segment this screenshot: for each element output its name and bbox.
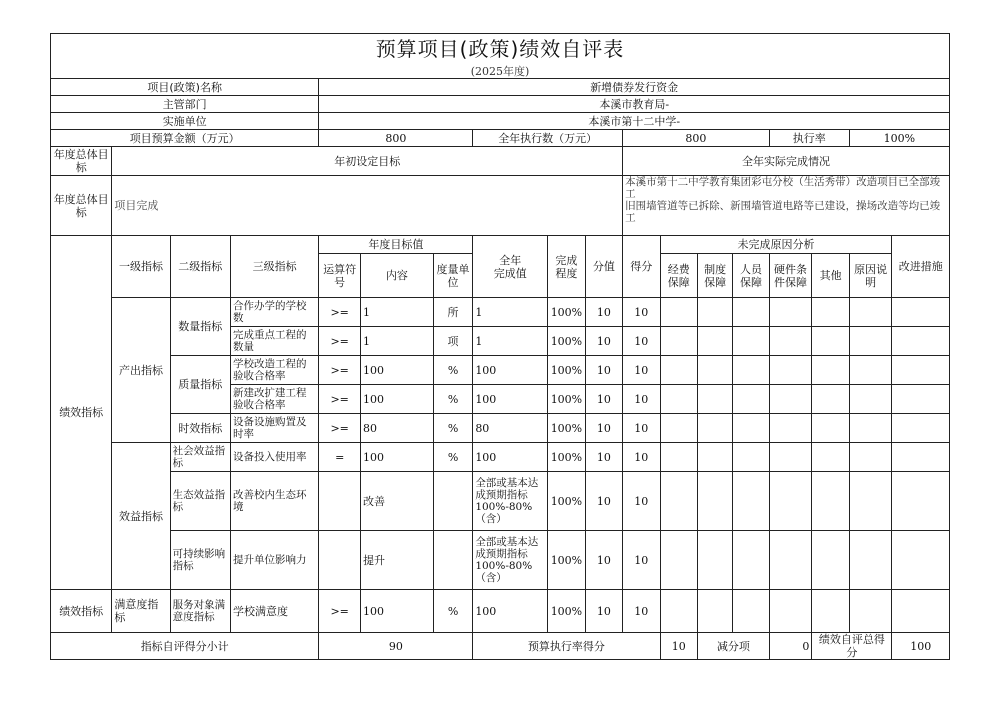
reasons-header: 未完成原因分析	[660, 236, 892, 254]
l2-header: 二级指标	[170, 236, 230, 298]
row-content: 100	[360, 590, 433, 633]
perf-indicator-label: 绩效指标	[51, 236, 112, 590]
exec-label: 全年执行数（万元）	[473, 130, 623, 147]
row-done: 100	[473, 385, 548, 414]
got-header: 得分	[623, 236, 660, 298]
row-unit: %	[433, 356, 473, 385]
row-l2: 质量指标	[170, 356, 230, 414]
row-done: 全部或基本达成预期指标100%-80%（含）	[473, 472, 548, 531]
row-got: 10	[623, 385, 660, 414]
row-degree: 100%	[548, 472, 585, 531]
l3-header: 三级指标	[230, 236, 318, 298]
overall-goal-label: 年度总体目标	[51, 147, 112, 176]
row-score: 10	[585, 356, 622, 385]
row-content: 100	[360, 443, 433, 472]
row-op: >=	[319, 590, 361, 633]
unit-value: 本溪市第十二中学-	[319, 113, 950, 130]
row-l2: 社会效益指标	[170, 443, 230, 472]
row-got: 10	[623, 356, 660, 385]
row-content: 100	[360, 356, 433, 385]
rate-value: 100%	[849, 130, 949, 147]
unit-header: 度量单位	[433, 254, 473, 298]
row-degree: 100%	[548, 531, 585, 590]
row-content: 80	[360, 414, 433, 443]
row-content: 改善	[360, 472, 433, 531]
done-header: 全年 完成值	[473, 236, 548, 298]
deduct-label: 减分项	[697, 633, 769, 660]
score-header: 分值	[585, 236, 622, 298]
row-unit: %	[433, 590, 473, 633]
row-unit: 项	[433, 327, 473, 356]
total-value: 100	[892, 633, 950, 660]
row-degree: 100%	[548, 385, 585, 414]
row-degree: 100%	[548, 356, 585, 385]
target-header: 年度目标值	[319, 236, 473, 254]
row-l2: 服务对象满意度指标	[170, 590, 230, 633]
overall-goal-label-2: 年度总体目标	[51, 176, 112, 236]
evaluation-sheet	[50, 33, 950, 659]
row-op: =	[319, 443, 361, 472]
row-l3: 合作办学的学校数	[230, 298, 318, 327]
row-done: 100	[473, 443, 548, 472]
row-got: 10	[623, 531, 660, 590]
row-got: 10	[623, 298, 660, 327]
reason-system-header: 制度保障	[697, 254, 732, 298]
row-unit: %	[433, 385, 473, 414]
row-unit	[433, 531, 473, 590]
project-name-value: 新增债券发行资金	[319, 79, 950, 96]
initial-goal-text: 项目完成	[112, 176, 623, 236]
row-l3: 学校改造工程的验收合格率	[230, 356, 318, 385]
row-unit: %	[433, 443, 473, 472]
row-l3: 设备设施购置及时率	[230, 414, 318, 443]
deduct-value: 0	[769, 633, 812, 660]
reason-staff-header: 人员保障	[733, 254, 769, 298]
row-degree: 100%	[548, 327, 585, 356]
actual-result-header: 全年实际完成情况	[623, 147, 950, 176]
row-degree: 100%	[548, 298, 585, 327]
row-op: >=	[319, 385, 361, 414]
budget-label: 项目预算金额（万元）	[51, 130, 319, 147]
row-score: 10	[585, 385, 622, 414]
row-content: 提升	[360, 531, 433, 590]
op-header: 运算符号	[319, 254, 361, 298]
row-l2: 数量指标	[170, 298, 230, 356]
page-title: 预算项目(政策)绩效自评表	[51, 34, 950, 65]
row-done: 全部或基本达成预期指标100%-80%（含）	[473, 531, 548, 590]
benefit-group-label: 效益指标	[112, 443, 170, 590]
dept-label: 主管部门	[51, 96, 319, 113]
row-done: 80	[473, 414, 548, 443]
content-header: 内容	[360, 254, 433, 298]
reason-hardware-header: 硬件条件保障	[769, 254, 812, 298]
total-label: 绩效自评总得分	[812, 633, 892, 660]
reason-note-header: 原因说明	[849, 254, 892, 298]
reason-funding-header: 经费保障	[660, 254, 697, 298]
row-score: 10	[585, 472, 622, 531]
row-got: 10	[623, 443, 660, 472]
row-score: 10	[585, 327, 622, 356]
row-op: >=	[319, 327, 361, 356]
subtotal-value: 90	[319, 633, 473, 660]
output-group-label: 产出指标	[112, 298, 170, 443]
initial-goal-header: 年初设定目标	[112, 147, 623, 176]
row-score: 10	[585, 531, 622, 590]
row-degree: 100%	[548, 590, 585, 633]
perf-indicator-label-2: 绩效指标	[51, 590, 112, 633]
row-l3: 提升单位影响力	[230, 531, 318, 590]
row-l3: 设备投入使用率	[230, 443, 318, 472]
row-got: 10	[623, 327, 660, 356]
row-content: 1	[360, 327, 433, 356]
subtotal-label: 指标自评得分小计	[51, 633, 319, 660]
l1-header: 一级指标	[112, 236, 170, 298]
row-op	[319, 472, 361, 531]
row-degree: 100%	[548, 443, 585, 472]
row-unit	[433, 472, 473, 531]
rate-label: 执行率	[769, 130, 849, 147]
reason-other-header: 其他	[812, 254, 849, 298]
row-l3: 完成重点工程的数量	[230, 327, 318, 356]
project-name-label: 项目(政策)名称	[51, 79, 319, 96]
row-done: 100	[473, 590, 548, 633]
row-got: 10	[623, 414, 660, 443]
budget-score-label: 预算执行率得分	[473, 633, 660, 660]
unit-label: 实施单位	[51, 113, 319, 130]
row-degree: 100%	[548, 414, 585, 443]
row-l3: 学校满意度	[230, 590, 318, 633]
actual-result-text: 本溪市第十二中学教育集团彩屯分校（生活秀带）改造项目已全部竣工 旧围墙管道等已拆除、新围墙管道电路等已建设，操场改造等均已竣工	[623, 176, 950, 236]
degree-header: 完成程度	[548, 236, 585, 298]
row-done: 1	[473, 298, 548, 327]
satisfaction-group-label: 满意度指标	[112, 590, 170, 633]
row-score: 10	[585, 443, 622, 472]
row-op	[319, 531, 361, 590]
fix-header: 改进措施	[892, 236, 950, 298]
row-done: 1	[473, 327, 548, 356]
row-op: >=	[319, 298, 361, 327]
evaluation-table	[50, 33, 950, 660]
page-subtitle: (2025年度)	[51, 65, 950, 79]
dept-value: 本溪市教育局-	[319, 96, 950, 113]
row-done: 100	[473, 356, 548, 385]
row-l3: 改善校内生态环境	[230, 472, 318, 531]
row-got: 10	[623, 472, 660, 531]
row-content: 100	[360, 385, 433, 414]
row-unit: %	[433, 414, 473, 443]
row-got: 10	[623, 590, 660, 633]
row-l2: 可持续影响指标	[170, 531, 230, 590]
row-score: 10	[585, 414, 622, 443]
row-op: >=	[319, 414, 361, 443]
exec-value: 800	[623, 130, 770, 147]
row-l3: 新建改扩建工程验收合格率	[230, 385, 318, 414]
budget-value: 800	[319, 130, 473, 147]
row-content: 1	[360, 298, 433, 327]
row-op: >=	[319, 356, 361, 385]
row-unit: 所	[433, 298, 473, 327]
row-l2: 生态效益指标	[170, 472, 230, 531]
row-score: 10	[585, 298, 622, 327]
row-score: 10	[585, 590, 622, 633]
row-l2: 时效指标	[170, 414, 230, 443]
budget-score-value: 10	[660, 633, 697, 660]
